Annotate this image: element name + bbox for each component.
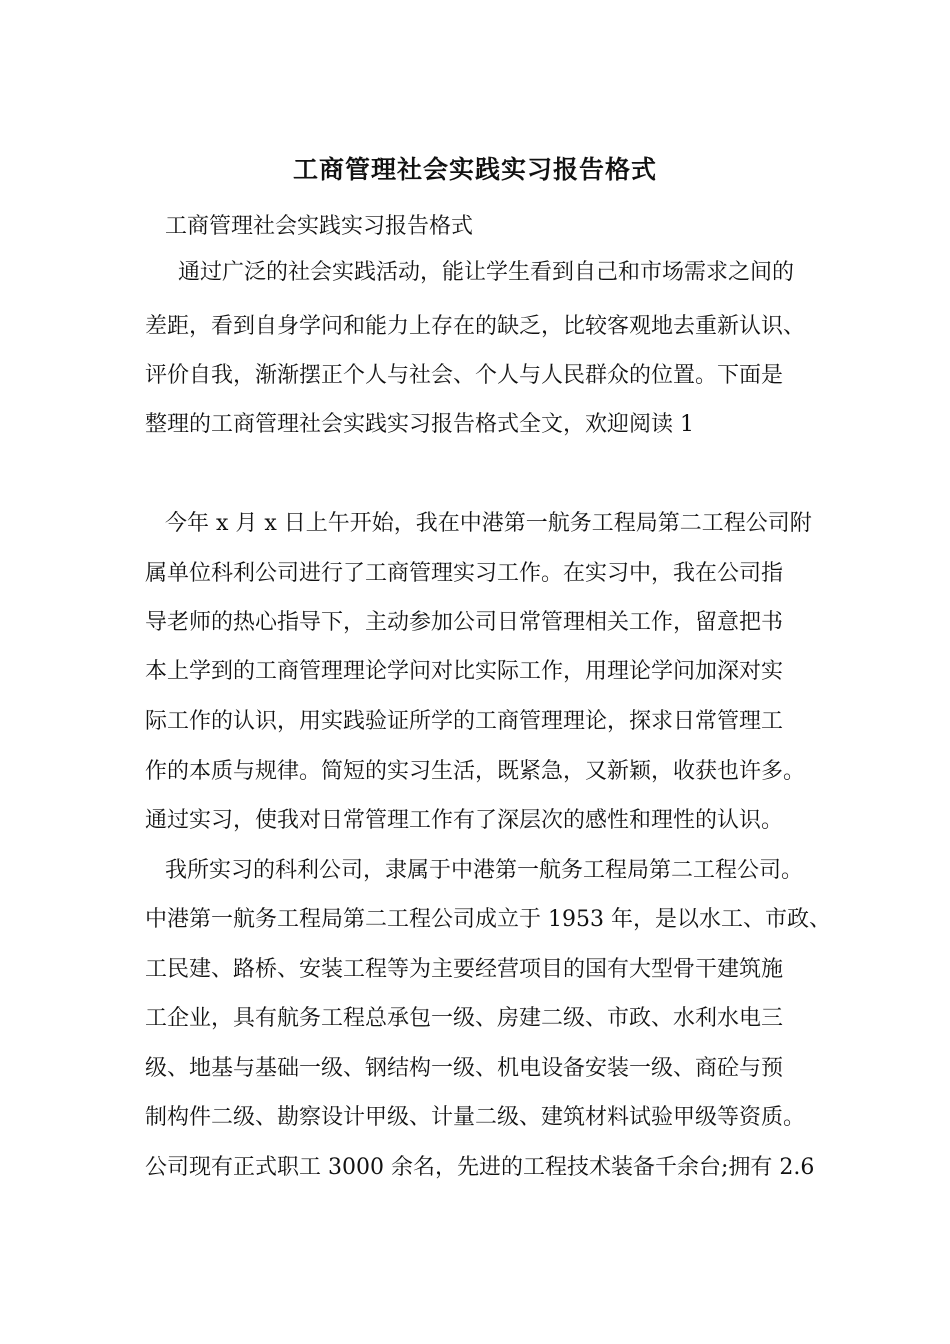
paragraph-line: 工企业，具有航务工程总承包一级、房建二级、市政、水利水电三 [145,1006,784,1031]
paragraph-line: 本上学到的工商管理理论学问对比实际工作，用理论学问加深对实 [145,659,784,684]
paragraph-line: 作的本质与规律。简短的实习生活，既紧急，又新颖，收获也许多。 [145,759,806,784]
paragraph-line: 制构件二级、勘察设计甲级、计量二级、建筑材料试验甲级等资质。 [145,1105,806,1130]
document-title: 工商管理社会实践实习报告格式 [292,155,657,184]
paragraph-line: 际工作的认识，用实践验证所学的工商管理理论，探求日常管理工 [145,709,784,734]
document-subtitle: 工商管理社会实践实习报告格式 [165,214,474,239]
paragraph-line: 导老师的热心指导下，主动参加公司日常管理相关工作，留意把书 [145,610,784,635]
paragraph-line: 工民建、路桥、安装工程等为主要经营项目的国有大型骨干建筑施 [145,957,784,982]
paragraph-line: 级、地基与基础一级、钢结构一级、机电设备安装一级、商砼与预 [145,1056,784,1081]
paragraph-line: 属单位科利公司进行了工商管理实习工作。在实习中，我在公司指 [145,561,784,586]
intro-line: 整理的工商管理社会实践实习报告格式全文，欢迎阅读 1 [145,412,694,437]
paragraph-line: 今年 x 月 x 日上午开始，我在中港第一航务工程局第二工程公司附 [165,511,812,536]
intro-line: 通过广泛的社会实践活动，能让学生看到自己和市场需求之间的 [178,260,795,285]
paragraph-line: 中港第一航务工程局第二工程公司成立于 1953 年，是以水工、市政、 [145,907,831,932]
intro-line: 差距，看到自身学问和能力上存在的缺乏，比较客观地去重新认识、 [145,314,806,339]
paragraph-line: 我所实习的科利公司，隶属于中港第一航务工程局第二工程公司。 [165,858,804,883]
paragraph-line: 通过实习，使我对日常管理工作有了深层次的感性和理性的认识。 [145,808,784,833]
intro-line: 评价自我，渐渐摆正个人与社会、个人与人民群众的位置。下面是 [145,363,784,388]
paragraph-line: 公司现有正式职工 3000 余名，先进的工程技术装备千余台;拥有 2.6 [145,1155,815,1180]
